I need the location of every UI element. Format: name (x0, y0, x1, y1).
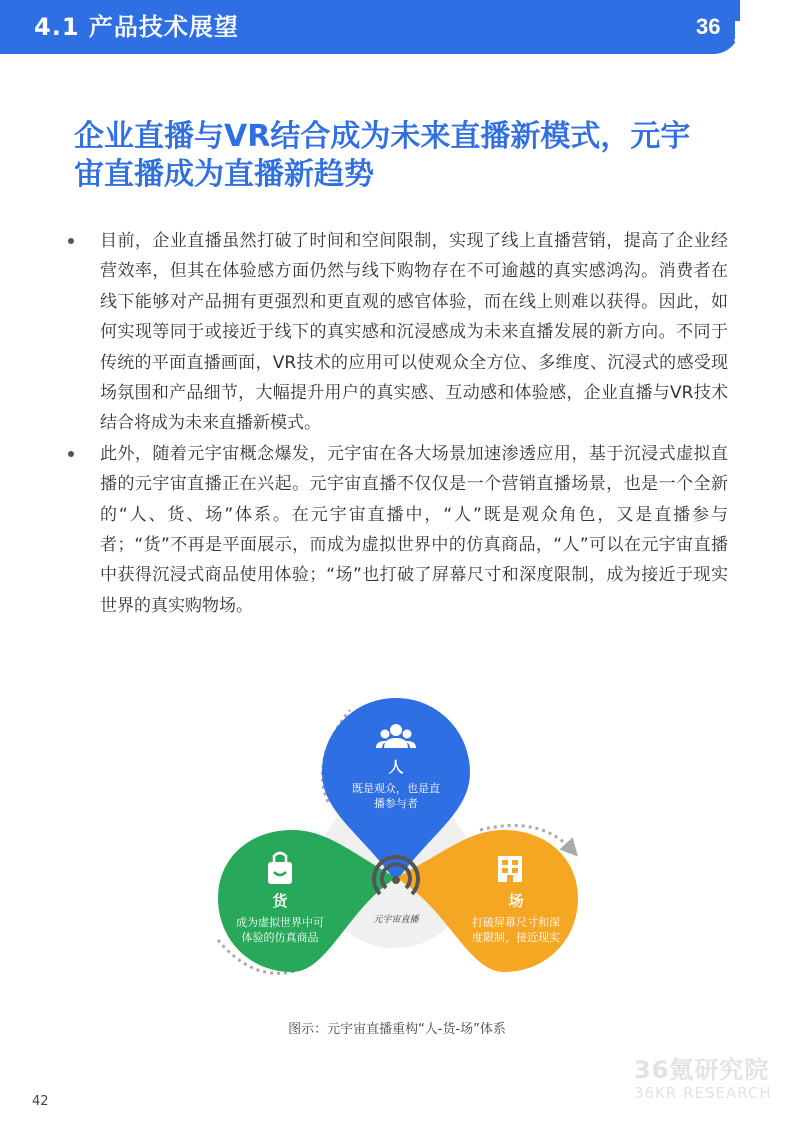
watermark-line-1: 36氪研究院 (634, 1056, 770, 1084)
headline-line-2: 宙直播成为直播新趋势 (74, 157, 374, 192)
page-number: 42 (32, 1094, 49, 1109)
goods-desc-line-2: 体验的仿真商品 (241, 931, 319, 944)
watermark (634, 1056, 784, 1102)
bullet-item (68, 226, 728, 439)
bullet-item (68, 439, 728, 621)
watermark-line-2: 36KR RESEARCH (634, 1084, 772, 1102)
bullet-text: 此外，随着元宇宙概念爆发，元宇宙在各大场景加速渗透应用，基于沉浸式虚拟直播的元宇宙直播正在兴起。元宇宙直播不仅仅是一个营销直播场景，也是一个全新的“人、货、场”体系。在元宇宙直播中，“人”既是观众角色，又是直播参与者；“货”不再是平面展示，而成为虚拟世界中的仿真商品，“人”可以在元宇宙直播中获得沉浸式商品使用体验；“场”也打破了屏幕尺寸和深度限制，成为接近于现实世界的真实购物场。 (100, 443, 728, 616)
bullet-list (68, 226, 728, 621)
bullet-text: 目前，企业直播虽然打破了时间和空间限制，实现了线上直播营销，提高了企业经营效率，但其在体验感方面仍然与线下购物存在不可逾越的真实感鸿沟。消费者在线下能够对产品拥有更强烈和更直观的感官体验，而在线上则难以获得。因此，如何实现等同于或接近于线下的真实感和沉浸感成为未来直播发展的新方向。不同于传统的平面直播画面，VR技术的应用可以使观众全方位、多维度、沉浸式的感受现场氛围和产品细节，大幅提升用户的真实感、互动感和体验感，企业直播与VR技术结合将成为未来直播新模式。 (100, 231, 728, 434)
section-title: 4.1 产品技术展望 (34, 13, 239, 41)
brand-logo (694, 4, 794, 52)
people-desc-line-1: 既是观众，也是直 (352, 782, 440, 795)
venue-desc-line-2: 度限制，接近现实 (472, 931, 560, 944)
page-headline (74, 118, 734, 194)
people-desc-line-2: 播参与者 (374, 797, 418, 810)
center-label: 元宇宙直播 (373, 915, 419, 925)
people-goods-venue-diagram (200, 690, 600, 1000)
brand-logo-number: 36 (696, 14, 721, 39)
venue-label: 场 (508, 892, 524, 910)
bullet-dot-icon (68, 238, 74, 244)
goods-desc-line-1: 成为虚拟世界中可 (236, 916, 324, 929)
venue-node-text (454, 890, 578, 945)
people-label: 人 (388, 758, 404, 776)
figure-caption: 图示：元宇宙直播重构“人-货-场”体系 (288, 1022, 506, 1037)
venue-desc-line-1: 打破屏幕尺寸和深 (472, 916, 560, 929)
goods-label: 货 (272, 892, 288, 910)
people-node-text (336, 756, 456, 811)
bullet-dot-icon (68, 451, 74, 457)
headline-line-1: 企业直播与VR结合成为未来直播新模式，元宇 (74, 119, 691, 154)
store-icon (498, 856, 522, 882)
brand-logo-r (766, 32, 784, 52)
brand-logo-k (738, 24, 758, 52)
goods-node-text (218, 890, 342, 945)
